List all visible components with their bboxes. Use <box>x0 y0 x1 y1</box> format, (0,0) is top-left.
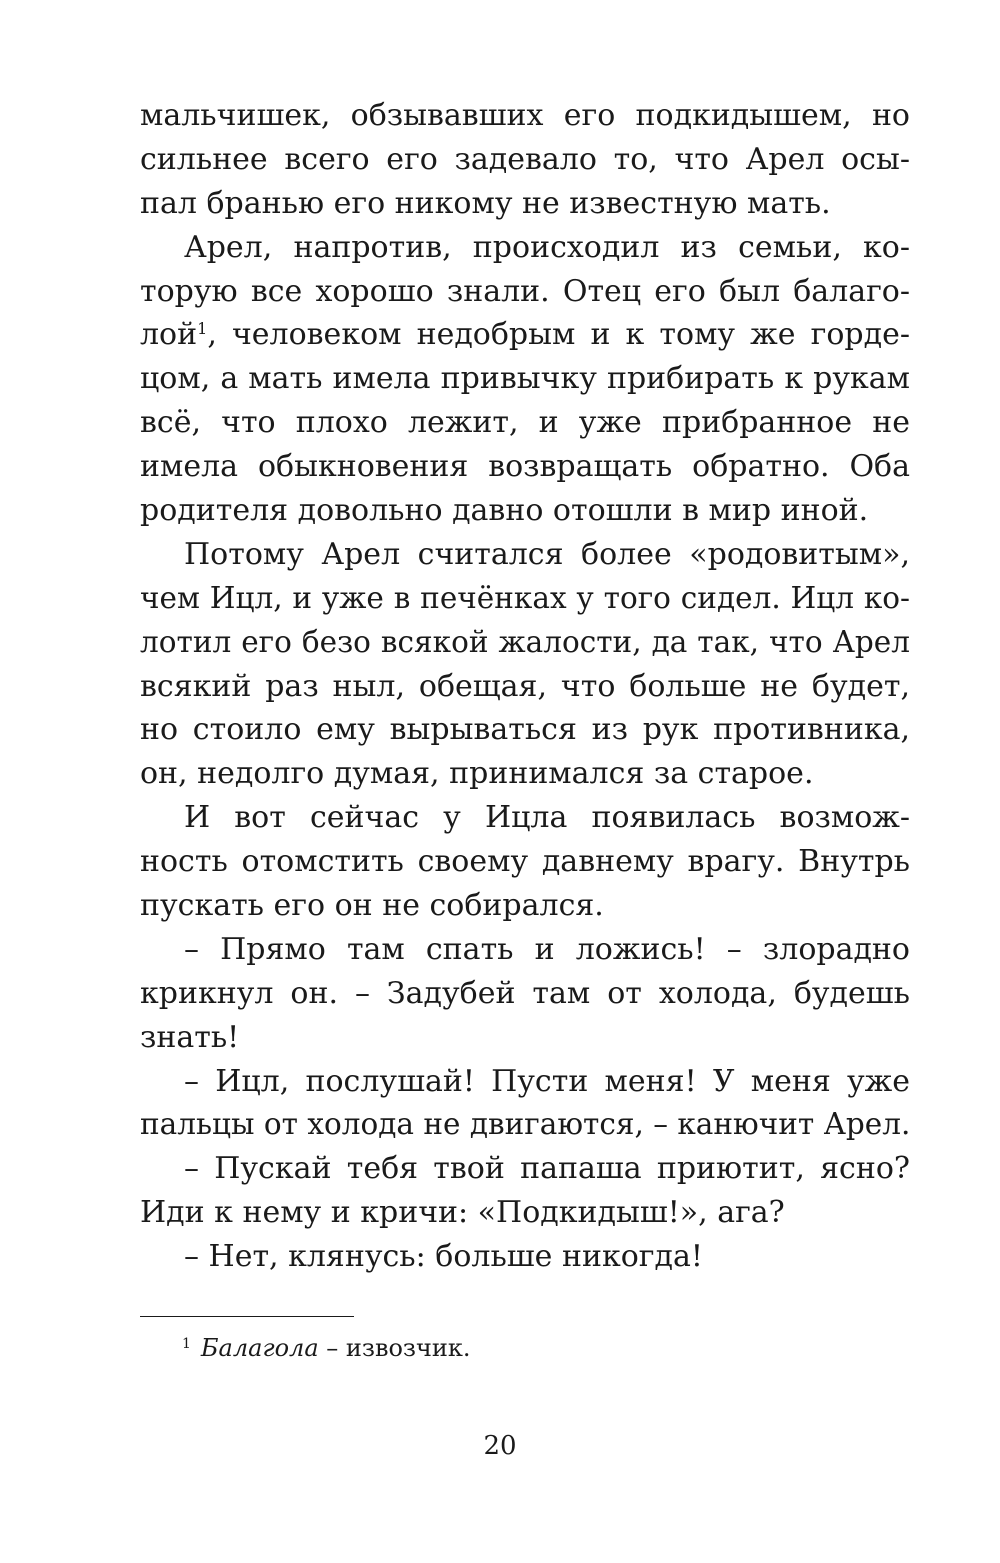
footnote-reference: 1 <box>197 319 208 339</box>
text-line: Потому Арел считался более «родовитым», <box>184 536 910 572</box>
text-line: пал бранью его никому не известную мать. <box>140 185 831 221</box>
text-line: но стоило ему вырываться из рук противника, <box>140 712 910 748</box>
text-line: он, недолго думая, принимался за старое. <box>140 756 814 792</box>
footnote-definition: – извозчик. <box>318 1334 471 1362</box>
text-line: – Прямо там спать и ложись! – злорадно <box>184 931 910 967</box>
text-line <box>140 313 910 357</box>
text-line: знать! <box>140 1019 240 1055</box>
text-line: родителя довольно давно отошли в мир иной. <box>140 493 869 529</box>
text-line: – Нет, клянусь: больше никогда! <box>184 1239 703 1275</box>
text-line: всё, что плохо лежит, и уже прибранное не <box>140 405 910 441</box>
text-line: – Ицл, послушай! Пусти меня! У меня уже <box>184 1063 910 1099</box>
page-number: 20 <box>483 1431 517 1461</box>
text-line: И вот сейчас у Ицла появилась возмож- <box>184 800 910 836</box>
text-line: торую все хорошо знали. Отец его был балаго- <box>140 273 910 309</box>
text-line: – Пускай тебя твой папаша приютит, ясно? <box>184 1151 910 1187</box>
footnote <box>182 1328 471 1368</box>
body-text <box>140 94 910 1279</box>
text-line: пускать его он не собирался. <box>140 888 604 924</box>
text-line: имела обыкновения возвращать обратно. Оба <box>140 449 910 485</box>
text-line-end: , человеком недобрым и к тому же горде- <box>207 317 910 353</box>
text-line: ность отомстить своему давнему врагу. Внутрь <box>140 844 910 880</box>
text-line: лотил его безо всякой жалости, да так, что Арел <box>140 624 910 659</box>
footnote-term: Балагола <box>200 1334 319 1362</box>
footnote-marker: 1 <box>182 1336 191 1352</box>
text-line: сильнее всего его задевало то, что Арел осы- <box>140 141 910 177</box>
text-line: Иди к нему и кричи: «Подкидыш!», ага? <box>140 1195 785 1231</box>
text-line: мальчишек, обзывавших его подкидышем, но <box>140 98 910 133</box>
footnote-divider <box>140 1316 354 1317</box>
text-line: крикнул он. – Задубей там от холода, будешь <box>140 975 910 1011</box>
text-line: цом, а мать имела привычку прибирать к рукам <box>140 361 910 397</box>
text-line: Арел, напротив, происходил из семьи, ко- <box>184 229 910 265</box>
text-line: пальцы от холода не двигаются, – канючит Арел. <box>140 1107 911 1142</box>
text-line: всякий раз ныл, обещая, что больше не будет, <box>140 668 910 704</box>
text-line: чем Ицл, и уже в печёнках у того сидел. Ицл ко- <box>140 580 910 615</box>
text-line-start: лой <box>140 317 198 353</box>
